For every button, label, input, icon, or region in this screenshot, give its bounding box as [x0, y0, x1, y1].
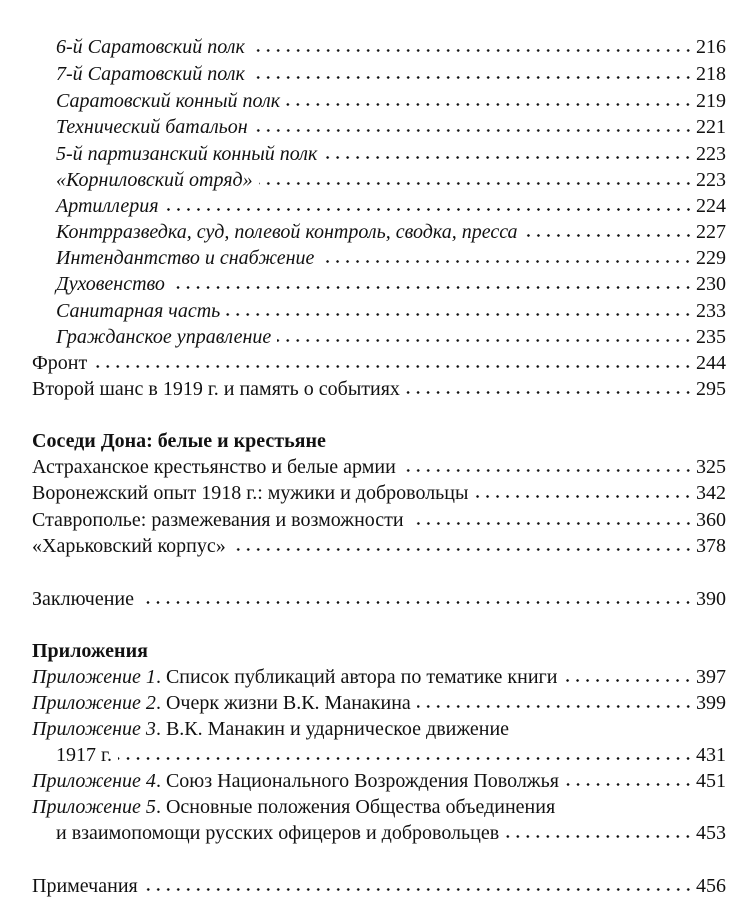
toc-entry: [56, 245, 726, 271]
toc-entry-page: 325: [696, 456, 726, 478]
toc-entry-page: 378: [696, 535, 726, 557]
toc-entry-title: Второй шанс в 1919 г. и память о событиях: [32, 378, 400, 400]
toc-entry: [32, 480, 726, 506]
dot-leader: [259, 181, 693, 186]
toc-entry: [56, 167, 726, 193]
dot-leader: [251, 48, 693, 53]
appendix-title: . Союз Национального Возрождения Поволжья: [155, 770, 559, 792]
toc-entry-page: 230: [696, 273, 726, 295]
appendix-label: Приложение 4: [32, 770, 156, 792]
toc-entry: [56, 324, 726, 350]
appendix-label: Приложение 2: [32, 692, 156, 714]
toc-entry-page: 223: [696, 143, 726, 165]
toc-entry-page: 223: [696, 169, 726, 191]
toc-entry-title: «Харьковский корпус»: [32, 535, 226, 557]
appendix-entry: [32, 664, 726, 690]
toc-entry: [56, 88, 726, 114]
toc-entry-page: 456: [696, 875, 726, 897]
dot-leader: [563, 678, 693, 683]
dot-leader: [251, 75, 693, 80]
appendix-entry: [32, 716, 726, 742]
appendix-entry: [32, 768, 726, 794]
toc-entry-title: Ставрополье: размежевания и возможности: [32, 509, 404, 531]
toc-entry-title: Духовенство: [56, 273, 165, 295]
toc-entry-title: Фронт: [32, 352, 88, 374]
toc-entry-title: Артиллерия: [56, 195, 159, 217]
appendix-title: . Основные положения Общества объединения: [155, 796, 556, 818]
toc-entry-page: 227: [696, 221, 726, 243]
toc-entry-page: 390: [696, 588, 726, 610]
toc-entry-title: 6-й Саратовский полк: [56, 36, 245, 58]
toc-entry: [56, 193, 726, 219]
toc-entry: [32, 507, 726, 533]
dot-leader: [226, 312, 693, 317]
dot-leader: [277, 338, 693, 343]
dot-leader: [524, 233, 693, 238]
section-heading: Приложения: [32, 640, 148, 662]
toc-entry-title: 5-й партизанский конный полк: [56, 143, 318, 165]
appendix-label: Приложение 3: [32, 718, 156, 740]
dot-leader: [406, 390, 693, 395]
toc-entry-title: Контрразведка, суд, полевой контроль, сводка, пресса: [56, 221, 518, 243]
toc-entry: [32, 533, 726, 559]
section-heading: Соседи Дона: белые и крестьяне: [32, 430, 326, 452]
appendix-entry-continuation: [56, 742, 726, 768]
appendix-entry: [32, 794, 726, 820]
toc-entry-page: 224: [696, 195, 726, 217]
toc-entry-page: 216: [696, 36, 726, 58]
appendix-label: Приложение 5: [32, 796, 156, 818]
toc-entry: [32, 454, 726, 480]
dot-leader: [171, 285, 693, 290]
toc-entry-page: 399: [696, 692, 726, 714]
toc-entry: [56, 114, 726, 140]
appendix-entry-continuation: [56, 820, 726, 846]
toc-entry: [56, 219, 726, 245]
toc-entry-page: 453: [696, 822, 726, 844]
toc-entry-page: 360: [696, 509, 726, 531]
appendix-title: . Очерк жизни В.К. Манакина: [155, 692, 411, 714]
toc-entry-page: 218: [696, 63, 726, 85]
appendix-label: Приложение 1: [32, 666, 156, 688]
dot-leader: [140, 600, 693, 605]
appendix-title: . Список публикаций автора по тематике книги: [155, 666, 558, 688]
toc-entry: [32, 350, 726, 376]
toc-entry: [56, 61, 726, 87]
appendix-title-cont: 1917 г.: [56, 744, 112, 766]
dot-leader: [402, 468, 693, 473]
toc-entry-page: 342: [696, 482, 726, 504]
toc-entry: [56, 298, 726, 324]
toc-entry-page: 235: [696, 326, 726, 348]
toc-entry: [56, 271, 726, 297]
toc-entry: [56, 34, 726, 60]
appendix-title: . В.К. Манакин и ударническое движение: [155, 718, 510, 740]
toc-entry-page: 431: [696, 744, 726, 766]
dot-leader: [286, 102, 693, 107]
toc-entry-page: 451: [696, 770, 726, 792]
toc-entry-notes: [32, 873, 726, 899]
toc-entry-title: Примечания: [32, 875, 138, 897]
dot-leader: [323, 155, 693, 160]
dot-leader: [417, 704, 693, 709]
appendix-entry: [32, 690, 726, 716]
toc-entry-title: Саратовский конный полк: [56, 90, 281, 112]
dot-leader: [144, 887, 693, 892]
toc-entry-conclusion: [32, 586, 726, 612]
dot-leader: [118, 756, 693, 761]
dot-leader: [254, 128, 693, 133]
toc-entry: [32, 376, 726, 402]
toc-entry-title: Гражданское управление: [56, 326, 272, 348]
toc-entry-page: 295: [696, 378, 726, 400]
toc-entry-title: Заключение: [32, 588, 134, 610]
toc-entry-page: 229: [696, 247, 726, 269]
dot-leader: [232, 547, 693, 552]
dot-leader: [505, 834, 693, 839]
toc-entry-title: 7-й Саратовский полк: [56, 63, 245, 85]
toc-entry-page: 244: [696, 352, 726, 374]
dot-leader: [93, 364, 693, 369]
appendix-title-cont: и взаимопомощи русских офицеров и добровольцев: [56, 822, 500, 844]
toc-entry: [56, 141, 726, 167]
toc-entry-page: 221: [696, 116, 726, 138]
toc-entry-page: 397: [696, 666, 726, 688]
toc-entry-title: Воронежский опыт 1918 г.: мужики и добровольцы: [32, 482, 469, 504]
toc-entry-title: Технический батальон: [56, 116, 248, 138]
dot-leader: [474, 494, 693, 499]
dot-leader: [410, 521, 693, 526]
toc-entry-title: Астраханское крестьянство и белые армии: [32, 456, 396, 478]
toc-entry-title: Интендантство и снабжение: [56, 247, 315, 269]
toc-entry-title: «Корниловский отряд»: [56, 169, 253, 191]
dot-leader: [165, 207, 693, 212]
dot-leader: [565, 782, 693, 787]
toc-entry-page: 233: [696, 300, 726, 322]
dot-leader: [320, 259, 693, 264]
toc-entry-page: 219: [696, 90, 726, 112]
toc-entry-title: Санитарная часть: [56, 300, 221, 322]
